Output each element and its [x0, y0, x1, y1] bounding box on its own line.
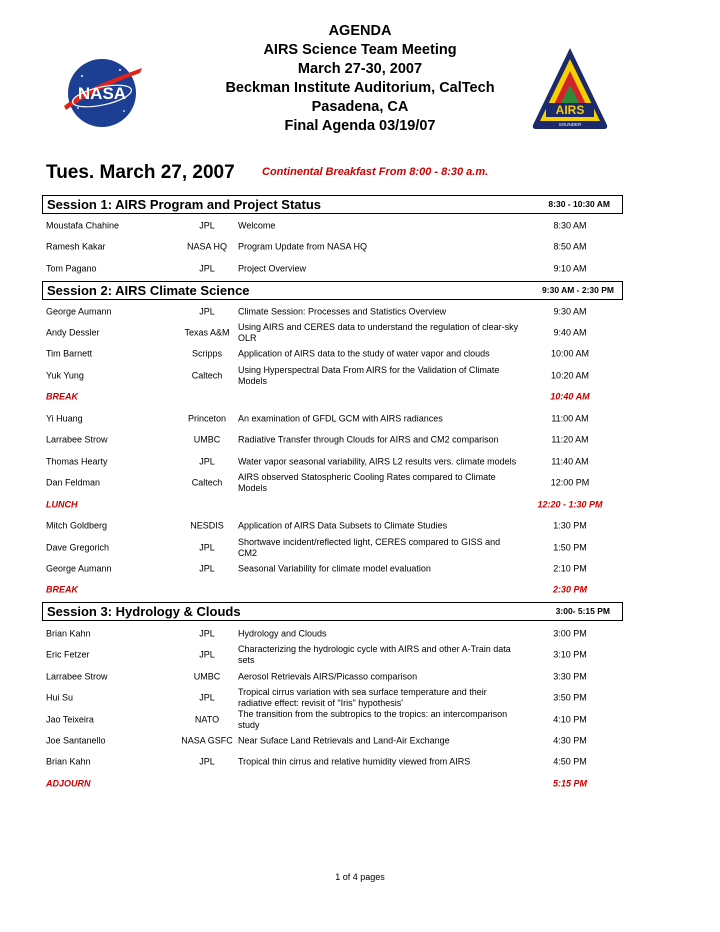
adjourn-label: ADJOURN [46, 778, 91, 789]
airs-logo-icon [530, 45, 610, 131]
talk-time: 9:10 AM [553, 263, 587, 274]
talk-topic: Application of AIRS data to the study of water vapor and clouds [238, 348, 490, 359]
speaker-org: Caltech [191, 370, 223, 381]
talk-time: 10:20 AM [550, 370, 590, 381]
lunch-label: LUNCH [46, 499, 78, 510]
talk-topic: Program Update from NASA HQ [238, 241, 368, 252]
header-line-dates: March 27-30, 2007 [297, 61, 423, 77]
header-line-meeting: AIRS Science Team Meeting [263, 42, 457, 58]
agenda-row [0, 538, 720, 558]
talk-topic: Tropical cirrus variation with sea surface temperature and their radiative effect: revisit of "Iris" hypothesis' [238, 687, 487, 708]
speaker-name: Brian Kahn [46, 756, 91, 767]
talk-time: 9:40 AM [553, 327, 587, 338]
speaker-org: JPL [199, 692, 215, 703]
talk-topic: Using AIRS and CERES data to understand the regulation of clear-sky OLR [238, 322, 519, 343]
speaker-name: Larrabee Strow [46, 671, 108, 682]
session-time: 9:30 AM - 2:30 PM [542, 285, 614, 295]
header-line-agenda: AGENDA [328, 23, 392, 39]
day-title: Tues. March 27, 2007 [46, 162, 235, 183]
agenda-row [0, 688, 720, 708]
agenda-row [0, 752, 720, 772]
break-time: 2:30 PM [552, 584, 587, 595]
speaker-name: George Aumann [46, 563, 112, 574]
talk-topic: An examination of GFDL GCM with AIRS radiances [238, 413, 443, 424]
speaker-name: Larrabee Strow [46, 434, 108, 445]
speaker-org: JPL [199, 456, 215, 467]
agenda-row [0, 430, 720, 450]
agenda-row [0, 516, 720, 536]
break-time: 10:40 AM [550, 391, 590, 402]
speaker-name: Eric Fetzer [46, 649, 90, 660]
speaker-name: Dan Feldman [46, 477, 101, 488]
speaker-org: NATO [194, 714, 220, 725]
talk-topic: Using Hyperspectral Data From AIRS for the Validation of Climate Models [238, 365, 500, 386]
airs-logo-sub: SOUNDER [558, 122, 582, 127]
talk-topic: Hydrology and Clouds [238, 628, 327, 639]
session-1-header [42, 195, 623, 214]
talk-topic: Radiative Transfer through Clouds for AIRS and CM2 comparison [238, 434, 499, 445]
adjourn-time: 5:15 PM [552, 778, 587, 789]
talk-topic: Near Suface Land Retrievals and Land-Air Exchange [238, 735, 450, 746]
session-time: 3:00- 5:15 PM [555, 606, 610, 616]
lunch-time: 12:20 - 1:30 PM [537, 499, 603, 510]
speaker-org: Caltech [191, 477, 223, 488]
talk-topic: Project Overview [238, 263, 307, 274]
agenda-row [0, 344, 720, 364]
talk-topic: Seasonal Variability for climate model evaluation [238, 563, 431, 574]
speaker-name: Hui Su [46, 692, 74, 703]
speaker-org: JPL [199, 542, 215, 553]
speaker-name: Andy Dessler [46, 327, 100, 338]
talk-time: 2:10 PM [553, 563, 587, 574]
agenda-row [0, 624, 720, 644]
agenda-row [0, 216, 720, 236]
talk-time: 8:50 AM [553, 241, 587, 252]
agenda-row [0, 409, 720, 429]
speaker-name: Thomas Hearty [46, 456, 108, 467]
talk-time: 4:30 PM [553, 735, 587, 746]
speaker-org: NASA GSFC [181, 735, 233, 746]
agenda-row [0, 473, 720, 493]
header-line-final: Final Agenda 03/19/07 [284, 118, 436, 134]
speaker-name: Tim Barnett [46, 348, 93, 359]
talk-time: 12:00 PM [550, 477, 590, 488]
agenda-row [0, 559, 720, 579]
talk-time: 3:00 PM [553, 628, 587, 639]
talk-topic: Aerosol Retrievals AIRS/Picasso comparison [238, 671, 418, 682]
speaker-name: Jao Teixeira [46, 714, 94, 725]
agenda-row [0, 710, 720, 730]
speaker-name: Moustafa Chahine [46, 220, 120, 231]
speaker-name: Brian Kahn [46, 628, 91, 639]
talk-time: 4:10 PM [553, 714, 587, 725]
speaker-org: UMBC [193, 434, 221, 445]
talk-topic: Welcome [238, 220, 276, 231]
speaker-org: JPL [199, 563, 215, 574]
speaker-org: NASA HQ [186, 241, 227, 252]
session-title: Session 2: AIRS Climate Science [47, 283, 250, 298]
talk-topic: Characterizing the hydrologic cycle with AIRS and other A-Train data sets [238, 644, 511, 665]
session-title: Session 3: Hydrology & Clouds [47, 604, 241, 619]
speaker-org: JPL [199, 628, 215, 639]
talk-time: 9:30 AM [553, 306, 587, 317]
speaker-name: Dave Gregorich [46, 542, 110, 553]
agenda-row [0, 452, 720, 472]
speaker-name: Joe Santanello [46, 735, 106, 746]
talk-topic: Water vapor seasonal variability, AIRS L2 results vers. climate models [238, 456, 517, 467]
header-line-venue: Beckman Institute Auditorium, CalTech [225, 80, 495, 96]
break-label: BREAK [46, 584, 79, 595]
header-line-city: Pasadena, CA [311, 99, 409, 115]
talk-time: 3:50 PM [553, 692, 587, 703]
speaker-org: JPL [199, 649, 215, 660]
page-number: 1 of 4 pages [335, 872, 385, 882]
talk-time: 3:30 PM [553, 671, 587, 682]
speaker-name: Yuk Yung [46, 370, 84, 381]
speaker-name: Mitch Goldberg [46, 520, 108, 531]
talk-topic: The transition from the subtropics to the tropics: an intercomparison study [238, 709, 508, 730]
speaker-org: JPL [199, 263, 215, 274]
talk-time: 11:00 AM [551, 413, 589, 424]
talk-time: 3:10 PM [553, 649, 587, 660]
speaker-org: JPL [199, 756, 215, 767]
agenda-row [0, 667, 720, 687]
lunch-row [0, 495, 720, 515]
airs-logo-text: AIRS [555, 103, 585, 117]
speaker-org: Princeton [187, 413, 227, 424]
talk-topic: Tropical thin cirrus and relative humidity viewed from AIRS [238, 756, 471, 767]
agenda-row [0, 237, 720, 257]
break-row [0, 387, 720, 407]
agenda-row [0, 731, 720, 751]
session-title: Session 1: AIRS Program and Project Status [47, 197, 322, 212]
talk-time: 10:00 AM [550, 348, 590, 359]
breakfast-note: Continental Breakfast From 8:00 - 8:30 a.m. [262, 166, 489, 178]
talk-time: 11:40 AM [551, 456, 589, 467]
agenda-row [0, 259, 720, 279]
nasa-logo-icon [60, 56, 144, 130]
speaker-name: George Aumann [46, 306, 112, 317]
speaker-name: Yi Huang [46, 413, 83, 424]
talk-topic: AIRS observed Statospheric Cooling Rates compared to Climate Models [238, 472, 496, 493]
talk-topic: Application of AIRS Data Subsets to Climate Studies [238, 520, 448, 531]
talk-time: 4:50 PM [553, 756, 587, 767]
agenda-header [180, 22, 540, 136]
adjourn-row [0, 774, 720, 794]
speaker-org: UMBC [193, 671, 221, 682]
agenda-row [0, 366, 720, 386]
nasa-logo-text: NASA [77, 84, 127, 103]
speaker-org: JPL [199, 306, 215, 317]
break-label: BREAK [46, 391, 79, 402]
talk-time: 1:30 PM [553, 520, 587, 531]
agenda-row [0, 645, 720, 665]
talk-topic: Climate Session: Processes and Statistics Overview [238, 306, 447, 317]
speaker-org: Scripps [191, 348, 222, 359]
speaker-name: Tom Pagano [46, 263, 97, 274]
speaker-org: NESDIS [190, 520, 224, 531]
agenda-row [0, 323, 720, 343]
session-3-header [42, 602, 623, 621]
break-row [0, 580, 720, 600]
agenda-row [0, 302, 720, 322]
speaker-org: Texas A&M [184, 327, 230, 338]
speaker-org: JPL [199, 220, 215, 231]
speaker-name: Ramesh Kakar [46, 241, 106, 252]
talk-topic: Shortwave incident/reflected light, CERES compared to GISS and CM2 [238, 537, 501, 558]
session-2-header [42, 281, 623, 300]
talk-time: 11:20 AM [551, 434, 589, 445]
session-time: 8:30 - 10:30 AM [548, 199, 610, 209]
talk-time: 1:50 PM [553, 542, 587, 553]
talk-time: 8:30 AM [553, 220, 587, 231]
